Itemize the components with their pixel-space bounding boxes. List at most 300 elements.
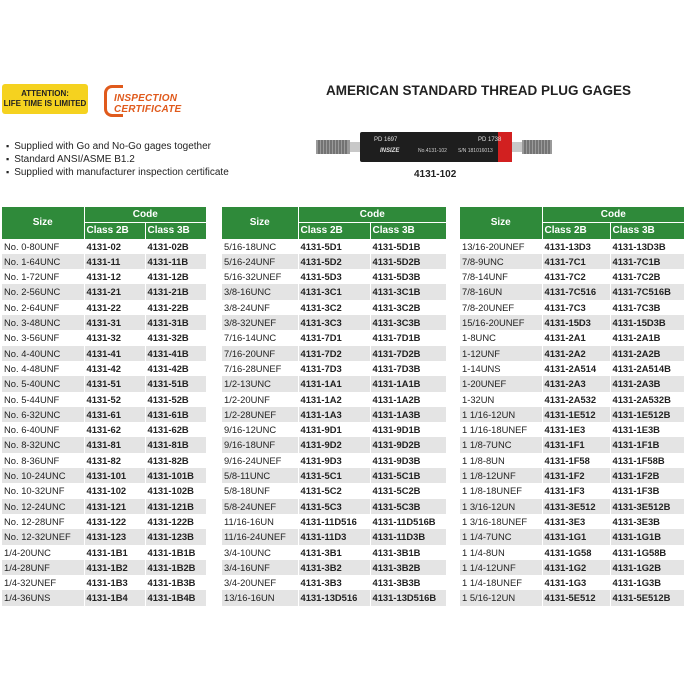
class2b-code-cell: 4131-13D516 [298, 590, 370, 605]
thread-size-cell: No. 10-32UNF [4, 485, 65, 497]
class3b-code-cell: 4131-123B [145, 529, 206, 544]
thread-size-cell: 15/16-20UNEF [462, 317, 525, 329]
thread-size-cell: 5/8-18UNF [224, 485, 270, 497]
class3b-header: Class 3B [610, 223, 684, 239]
code-header: Code [84, 207, 206, 223]
class3b-code-cell: 4131-101B [145, 468, 206, 483]
table-row [460, 346, 684, 361]
class2b-code-cell: 4131-82 [84, 453, 145, 468]
table-row [222, 269, 446, 284]
thread-size-cell: 7/8-20UNEF [462, 301, 515, 313]
table-row [460, 254, 684, 269]
class2b-code-cell: 4131-1A1 [298, 376, 370, 391]
table-row [2, 483, 206, 498]
class3b-code-cell: 4131-9D3B [370, 453, 446, 468]
table-row [222, 254, 446, 269]
thread-size-cell: No. 6-40UNF [4, 424, 60, 436]
table-row [222, 315, 446, 330]
class2b-code-cell: 4131-12 [84, 269, 145, 284]
thread-size-cell: 1-32UN [462, 393, 495, 405]
thread-size-cell: No. 4-48UNF [4, 362, 60, 374]
thread-size-cell: 3/4-16UNF [224, 561, 270, 573]
class3b-code-cell: 4131-9D1B [370, 422, 446, 437]
class3b-code-cell: 4131-1G2B [610, 560, 684, 575]
class3b-code-cell: 4131-5D2B [370, 254, 446, 269]
class3b-code-cell: 4131-13D516B [370, 590, 446, 605]
nogo-thread-plug [512, 140, 552, 154]
thread-size-cell: No. 6-32UNC [4, 408, 61, 420]
table-row [2, 284, 206, 299]
brand-label: INSIZE [380, 148, 400, 154]
table-row [222, 575, 446, 590]
thread-size-cell: 1-14UNS [462, 362, 501, 374]
thread-size-cell: 1 3/16-12UN [462, 500, 516, 512]
class2b-code-cell: 4131-3B1 [298, 545, 370, 560]
class2b-code-cell: 4131-1B3 [84, 575, 145, 590]
class3b-code-cell: 4131-11B [145, 254, 206, 269]
table-row [460, 545, 684, 560]
class3b-code-cell: 4131-5C1B [370, 468, 446, 483]
inspection-certificate-logo [104, 85, 204, 115]
table-row [2, 575, 206, 590]
thread-size-cell: No. 5-44UNF [4, 393, 60, 405]
class3b-code-cell: 4131-82B [145, 453, 206, 468]
thread-size-cell: 1 1/8-18UNEF [462, 485, 522, 497]
thread-size-cell: 13/16-16UN [224, 592, 275, 604]
table-row [460, 560, 684, 575]
class2b-code-cell: 4131-41 [84, 346, 145, 361]
table-row [2, 361, 206, 376]
table-row [2, 422, 206, 437]
thread-size-cell: 5/16-32UNEF [224, 271, 282, 283]
table-row [222, 545, 446, 560]
class2b-header: Class 2B [542, 223, 610, 239]
thread-size-cell: 1 1/8-7UNC [462, 439, 512, 451]
class2b-code-cell: 4131-81 [84, 437, 145, 452]
thread-size-cell: 5/8-24UNEF [224, 500, 277, 512]
class3b-code-cell: 4131-7D1B [370, 330, 446, 345]
class3b-code-cell: 4131-81B [145, 437, 206, 452]
table-row [222, 376, 446, 391]
class2b-code-cell: 4131-7C2 [542, 269, 610, 284]
thread-size-cell: 13/16-20UNEF [462, 240, 525, 252]
table-row [2, 392, 206, 407]
class2b-code-cell: 4131-1A3 [298, 407, 370, 422]
class3b-code-cell: 4131-102B [145, 483, 206, 498]
class2b-code-cell: 4131-1F2 [542, 468, 610, 483]
class3b-code-cell: 4131-1F2B [610, 468, 684, 483]
table-row [222, 361, 446, 376]
class2b-code-cell: 4131-7C3 [542, 300, 610, 315]
thread-size-cell: 7/8-9UNC [462, 255, 504, 267]
class2b-code-cell: 4131-7D2 [298, 346, 370, 361]
class3b-code-cell: 4131-1F58B [610, 453, 684, 468]
class3b-code-cell: 4131-1F3B [610, 483, 684, 498]
thread-size-cell: 1/2-20UNF [224, 393, 270, 405]
thread-size-cell: No. 3-48UNC [4, 317, 61, 329]
class3b-code-cell: 4131-42B [145, 361, 206, 376]
table-row [460, 575, 684, 590]
class2b-code-cell: 4131-1G2 [542, 560, 610, 575]
thread-size-cell: 5/16-18UNC [224, 240, 277, 252]
thread-size-cell: No. 12-32UNEF [4, 531, 71, 543]
thread-size-cell: 1 1/8-8UN [462, 454, 505, 466]
table-row [460, 284, 684, 299]
gage-table-3 [460, 207, 684, 606]
attention-line2: LIFE TIME IS LIMITED [3, 99, 87, 108]
table-row [2, 407, 206, 422]
thread-size-cell: 3/4-10UNC [224, 546, 271, 558]
class3b-code-cell: 4131-1A2B [370, 392, 446, 407]
class3b-code-cell: 4131-3E512B [610, 499, 684, 514]
class2b-code-cell: 4131-15D3 [542, 315, 610, 330]
class3b-code-cell: 4131-62B [145, 422, 206, 437]
class3b-code-cell: 4131-1B3B [145, 575, 206, 590]
table-row [222, 514, 446, 529]
table-row [222, 483, 446, 498]
size-header: Size [222, 207, 298, 239]
thread-size-cell: 9/16-18UNF [224, 439, 276, 451]
class2b-code-cell: 4131-5C3 [298, 499, 370, 514]
class2b-code-cell: 4131-5D3 [298, 269, 370, 284]
class2b-code-cell: 4131-51 [84, 376, 145, 391]
class2b-code-cell: 4131-13D3 [542, 239, 610, 254]
class3b-code-cell: 4131-51B [145, 376, 206, 391]
table-row [222, 284, 446, 299]
class2b-code-cell: 4131-9D3 [298, 453, 370, 468]
table-row [2, 529, 206, 544]
class2b-code-cell: 4131-2A3 [542, 376, 610, 391]
class2b-code-cell: 4131-2A532 [542, 392, 610, 407]
class2b-code-cell: 4131-5C2 [298, 483, 370, 498]
class3b-code-cell: 4131-5D3B [370, 269, 446, 284]
class2b-code-cell: 4131-3C1 [298, 284, 370, 299]
class3b-code-cell: 4131-7D2B [370, 346, 446, 361]
table-row [222, 346, 446, 361]
class3b-code-cell: 4131-02B [145, 239, 206, 254]
thread-size-cell: 9/16-24UNEF [224, 454, 282, 466]
table-row [2, 376, 206, 391]
class3b-code-cell: 4131-1E512B [610, 407, 684, 422]
class2b-code-cell: 4131-2A514 [542, 361, 610, 376]
class2b-code-cell: 4131-7C1 [542, 254, 610, 269]
nogo-pd-label: PD 1738 [478, 137, 502, 143]
class3b-code-cell: 4131-21B [145, 284, 206, 299]
thread-size-cell: 1 1/16-12UN [462, 408, 516, 420]
thread-size-cell: 1 1/4-12UNF [462, 561, 516, 573]
thread-size-cell: 1-8UNC [462, 332, 496, 344]
class2b-header: Class 2B [84, 223, 145, 239]
class2b-code-cell: 4131-9D2 [298, 437, 370, 452]
table-row [222, 330, 446, 345]
table-row [2, 330, 206, 345]
class2b-code-cell: 4131-11D3 [298, 529, 370, 544]
page-title: AMERICAN STANDARD THREAD PLUG GAGES [326, 83, 632, 98]
class3b-code-cell: 4131-2A532B [610, 392, 684, 407]
class3b-code-cell: 4131-1A3B [370, 407, 446, 422]
class2b-code-cell: 4131-62 [84, 422, 145, 437]
class2b-code-cell: 4131-21 [84, 284, 145, 299]
gauge-serial-label: S/N 181016013 [458, 148, 493, 154]
thread-size-cell: 1 5/16-12UN [462, 592, 516, 604]
gauge-model-label: No.4131-102 [418, 148, 447, 154]
table-row [460, 453, 684, 468]
class3b-code-cell: 4131-41B [145, 346, 206, 361]
class3b-code-cell: 4131-15D3B [610, 315, 684, 330]
table-row [2, 239, 206, 254]
class2b-code-cell: 4131-1A2 [298, 392, 370, 407]
class3b-code-cell: 4131-13D3B [610, 239, 684, 254]
table-row [460, 361, 684, 376]
class2b-code-cell: 4131-1G58 [542, 545, 610, 560]
attention-line1: ATTENTION: [21, 89, 69, 98]
table-row [222, 392, 446, 407]
feature-item: ▪ Supplied with manufacturer inspection certificate [6, 166, 229, 179]
class2b-code-cell: 4131-1B4 [84, 590, 145, 605]
class3b-code-cell: 4131-3C3B [370, 315, 446, 330]
thread-size-cell: 1/4-32UNEF [4, 577, 57, 589]
thread-size-cell: No. 12-24UNC [4, 500, 66, 512]
class2b-code-cell: 4131-3E3 [542, 514, 610, 529]
table-row [2, 514, 206, 529]
thread-size-cell: No. 12-28UNF [4, 515, 65, 527]
table-row [222, 300, 446, 315]
class3b-code-cell: 4131-11D3B [370, 529, 446, 544]
thread-size-cell: 9/16-12UNC [224, 424, 277, 436]
class3b-code-cell: 4131-5E512B [610, 590, 684, 605]
table-row [222, 560, 446, 575]
class3b-code-cell: 4131-3C1B [370, 284, 446, 299]
class3b-header: Class 3B [370, 223, 446, 239]
class3b-code-cell: 4131-7C1B [610, 254, 684, 269]
class3b-code-cell: 4131-7C3B [610, 300, 684, 315]
class3b-code-cell: 4131-11D516B [370, 514, 446, 529]
thread-size-cell: 7/16-28UNEF [224, 362, 282, 374]
class3b-code-cell: 4131-1B1B [145, 545, 206, 560]
thread-size-cell: No. 8-36UNF [4, 454, 60, 466]
class2b-code-cell: 4131-121 [84, 499, 145, 514]
table-row [2, 315, 206, 330]
table-row [460, 239, 684, 254]
class2b-header: Class 2B [298, 223, 370, 239]
class2b-code-cell: 4131-102 [84, 483, 145, 498]
class3b-code-cell: 4131-9D2B [370, 437, 446, 452]
table-row [460, 422, 684, 437]
class2b-code-cell: 4131-5C1 [298, 468, 370, 483]
thread-size-cell: 11/16-16UN [224, 515, 274, 527]
class3b-code-cell: 4131-1B4B [145, 590, 206, 605]
thread-size-cell: 1/4-20UNC [4, 546, 51, 558]
table-row [2, 254, 206, 269]
class3b-code-cell: 4131-1G3B [610, 575, 684, 590]
feature-list [6, 140, 229, 179]
class2b-code-cell: 4131-101 [84, 468, 145, 483]
class3b-code-cell: 4131-3B2B [370, 560, 446, 575]
class2b-code-cell: 4131-02 [84, 239, 145, 254]
thread-size-cell: 1 1/4-7UNC [462, 531, 512, 543]
thread-size-cell: 3/8-24UNF [224, 301, 270, 313]
class2b-code-cell: 4131-3B3 [298, 575, 370, 590]
table-row [460, 437, 684, 452]
go-pd-label: PD 1697 [374, 137, 398, 143]
thread-size-cell: No. 10-24UNC [4, 470, 66, 482]
feature-item: ▪ Supplied with Go and No-Go gages together [6, 140, 229, 153]
table-row [2, 346, 206, 361]
thread-size-cell: 1-12UNF [462, 347, 501, 359]
class2b-code-cell: 4131-5E512 [542, 590, 610, 605]
table-row [460, 590, 684, 605]
thread-size-cell: No. 1-64UNC [4, 255, 61, 267]
class2b-code-cell: 4131-31 [84, 315, 145, 330]
class3b-code-cell: 4131-3E3B [610, 514, 684, 529]
thread-size-cell: No. 4-40UNC [4, 347, 61, 359]
table-row [2, 300, 206, 315]
class2b-code-cell: 4131-1F58 [542, 453, 610, 468]
go-thread-plug [316, 140, 360, 154]
class2b-code-cell: 4131-42 [84, 361, 145, 376]
table-row [222, 499, 446, 514]
class3b-code-cell: 4131-1E3B [610, 422, 684, 437]
table-row [460, 499, 684, 514]
class2b-code-cell: 4131-5D2 [298, 254, 370, 269]
class2b-code-cell: 4131-7C516 [542, 284, 610, 299]
thread-size-cell: No. 0-80UNF [4, 240, 60, 252]
class2b-code-cell: 4131-32 [84, 330, 145, 345]
table-row [2, 269, 206, 284]
class2b-code-cell: 4131-1B1 [84, 545, 145, 560]
table-row [2, 499, 206, 514]
class3b-code-cell: 4131-122B [145, 514, 206, 529]
thread-size-cell: 1/2-13UNC [224, 378, 271, 390]
thread-size-cell: No. 5-40UNC [4, 378, 61, 390]
class3b-code-cell: 4131-1A1B [370, 376, 446, 391]
class2b-code-cell: 4131-123 [84, 529, 145, 544]
table-row [460, 376, 684, 391]
code-header: Code [298, 207, 446, 223]
thread-plug-gauge-image [312, 128, 560, 166]
thread-size-cell: 1 1/4-18UNEF [462, 577, 522, 589]
class3b-code-cell: 4131-1F1B [610, 437, 684, 452]
code-header: Code [542, 207, 684, 223]
class2b-code-cell: 4131-1F3 [542, 483, 610, 498]
class3b-code-cell: 4131-7C516B [610, 284, 684, 299]
class2b-code-cell: 4131-22 [84, 300, 145, 315]
product-model-number: 4131-102 [414, 169, 457, 180]
table-row [222, 453, 446, 468]
class3b-code-cell: 4131-3B3B [370, 575, 446, 590]
thread-size-cell: No. 2-64UNF [4, 301, 60, 313]
table-row [2, 437, 206, 452]
table-row [460, 514, 684, 529]
table-row [2, 468, 206, 483]
thread-size-cell: No. 1-72UNF [4, 271, 60, 283]
thread-size-cell: 5/16-24UNF [224, 255, 276, 267]
table-row [222, 590, 446, 605]
class3b-code-cell: 4131-7C2B [610, 269, 684, 284]
class2b-code-cell: 4131-5D1 [298, 239, 370, 254]
class2b-code-cell: 4131-11D516 [298, 514, 370, 529]
class2b-code-cell: 4131-3B2 [298, 560, 370, 575]
class3b-code-cell: 4131-52B [145, 392, 206, 407]
class2b-code-cell: 4131-11 [84, 254, 145, 269]
thread-size-cell: 1-20UNEF [462, 378, 507, 390]
thread-size-cell: 7/8-14UNF [462, 271, 508, 283]
class3b-code-cell: 4131-7D3B [370, 361, 446, 376]
class2b-code-cell: 4131-3C2 [298, 300, 370, 315]
table-row [2, 590, 206, 605]
thread-size-cell: 1 1/4-8UN [462, 546, 505, 558]
certificate-line2: CERTIFICATE [114, 104, 182, 115]
thread-size-cell: No. 2-56UNC [4, 286, 61, 298]
feature-item: ▪ Standard ANSI/ASME B1.2 [6, 153, 229, 166]
class2b-code-cell: 4131-61 [84, 407, 145, 422]
class3b-header: Class 3B [145, 223, 206, 239]
thread-size-cell: 7/16-14UNC [224, 332, 277, 344]
table-row [460, 330, 684, 345]
class2b-code-cell: 4131-7D3 [298, 361, 370, 376]
class3b-code-cell: 4131-1G1B [610, 529, 684, 544]
thread-size-cell: No. 8-32UNC [4, 439, 61, 451]
class2b-code-cell: 4131-1B2 [84, 560, 145, 575]
table-row [2, 545, 206, 560]
class2b-code-cell: 4131-52 [84, 392, 145, 407]
table-row [222, 529, 446, 544]
class2b-code-cell: 4131-122 [84, 514, 145, 529]
thread-size-cell: No. 3-56UNF [4, 332, 60, 344]
class3b-code-cell: 4131-5C2B [370, 483, 446, 498]
thread-size-cell: 1 1/8-12UNF [462, 470, 516, 482]
table-row [460, 529, 684, 544]
class2b-code-cell: 4131-3E512 [542, 499, 610, 514]
class2b-code-cell: 4131-1G1 [542, 529, 610, 544]
class2b-code-cell: 4131-2A1 [542, 330, 610, 345]
thread-size-cell: 3/4-20UNEF [224, 577, 277, 589]
class3b-code-cell: 4131-3B1B [370, 545, 446, 560]
class3b-code-cell: 4131-2A2B [610, 346, 684, 361]
class2b-code-cell: 4131-1G3 [542, 575, 610, 590]
table-row [460, 468, 684, 483]
thread-size-cell: 1 1/16-18UNEF [462, 424, 528, 436]
table-row [222, 239, 446, 254]
table-row [2, 560, 206, 575]
class3b-code-cell: 4131-22B [145, 300, 206, 315]
table-row [222, 468, 446, 483]
class3b-code-cell: 4131-3C2B [370, 300, 446, 315]
thread-size-cell: 5/8-11UNC [224, 470, 271, 482]
thread-size-cell: 7/16-20UNF [224, 347, 276, 359]
class3b-code-cell: 4131-2A1B [610, 330, 684, 345]
class3b-code-cell: 4131-32B [145, 330, 206, 345]
class3b-code-cell: 4131-2A3B [610, 376, 684, 391]
thread-size-cell: 1/4-28UNF [4, 561, 50, 573]
class3b-code-cell: 4131-1B2B [145, 560, 206, 575]
class2b-code-cell: 4131-9D1 [298, 422, 370, 437]
table-row [2, 453, 206, 468]
thread-size-cell: 1/2-28UNEF [224, 408, 277, 420]
table-row [460, 315, 684, 330]
class3b-code-cell: 4131-5D1B [370, 239, 446, 254]
table-row [460, 407, 684, 422]
table-row [222, 437, 446, 452]
class3b-code-cell: 4131-61B [145, 407, 206, 422]
certificate-line1: INSPECTION [114, 93, 178, 104]
class2b-code-cell: 4131-1E512 [542, 407, 610, 422]
table-row [460, 269, 684, 284]
thread-size-cell: 3/8-16UNC [224, 286, 271, 298]
gage-table-2 [222, 207, 446, 606]
size-header: Size [2, 207, 84, 239]
table-row [222, 407, 446, 422]
